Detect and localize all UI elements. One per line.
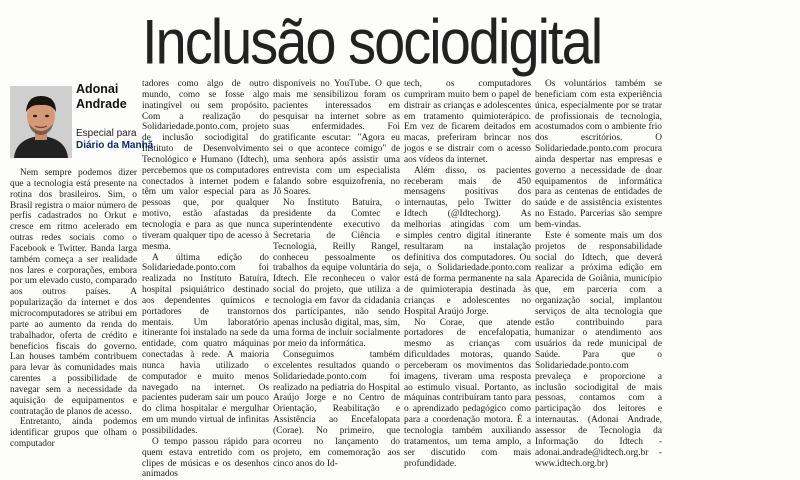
author-box [6,82,154,162]
paragraph: tech, os computadores cumpriram muito bem o papel de distrair as crianças e adolescentes em tratamento quimioterápico. Em vez de ficarem deitados em macas, preferiram brincar nos jogos e se distrair com o acesso aos vídeos da internet. [404,79,531,165]
author-name: Adonai Andrade [76,82,127,111]
paragraph: Além disso, os pacientes receberam mais de 450 mensagens positivas dos internautas, pelo Twitter do Idtech (@Idtechorg). As melhorias atingidas com um simples centro digital itinerante resultaram na instalação definitiva dos computadores. Ou seja, o Solidariedade.ponto.com está de forma permanente na sala de quimioterapia destinada às crianças e adolescentes no Hospital Araújo Jorge. [404,165,531,317]
column-3 [273,79,400,469]
paragraph: A última edição do Solidariedade.ponto.com foi realizada no Instituto Batuíra, hospital psiquiátrico destinado aos dependentes químicos e portadores de transtornos mentais. Um laboratório itinerante foi instalado na sede da entidade, com quatro máquinas conectadas à rede. A maioria nunca havia utilizado o computador e muito menos navegado na internet. Os pacientes puderam sair um pouco do clima hospitalar e mergulhar em um mundo virtual de infinitas possibilidades. [142,252,269,436]
column-4 [404,79,531,469]
paragraph: Nem sempre podemos dizer que a tecnologia está presente na rotina dos brasileiros. Sim, o Brasil registra o maior número de perfis cadastrados no Orkut e cresce em ritmo acelerado em outras redes sociais como o Facebook e Twitter. Banda larga também começa a ser realidade nos lares e corporações, embora por um elevado custo, comparado aos outros países. A popularização da internet e dos microcomputadores se atribui em parte ao aumento da renda do trabalhador, oferta de crédito e benefícios fiscais do governo. Lan houses também contribuem para levar às comunidades mais carentes a possibilidade de navegar sem a necessidade da aquisição de equipamentos e contratação de planos de acesso. [10,168,137,417]
column-2 [142,79,269,480]
paragraph: No Instituto Batuíra, o presidente da Comtec e superintendente executivo da Secretaria de Ciência e Tecnologia, Reilly Rangel, conheceu pessoalmente os trabalhos da equipe voluntária do Idtech. Ele reconheceu o valor social do projeto, que utiliza a tecnologia em favor da cidadania dos participantes, não sendo apenas inclusão digital, mas, sim, uma forma de incluir socialmente por meio da informática. [273,198,400,350]
paragraph: tadores como algo de outro mundo, como se fosse algo inatingível ou sem propósito. Com a realização do Solidariedade.ponto.com, projeto de inclusão sociodigital do Instituto de Desenvolvimento Tecnológico e Humano (Idtech), percebemos que os computadores conectados à internet podem e têm um valor especial para as pessoas que, por qualquer motivo, estão afastadas da tecnologia e para as que nunca tiveram qualquer tipo de acesso à mesma. [142,79,269,252]
paragraph: No Corae, que atende portadores de encefalopatia, mesmo as crianças com dificuldades motoras, quando perceberam os movimentos das imagens, tiveram uma resposta ao estímulo visual. Portanto, as máquinas contribuíram tanto para o aprendizado pedagógico como para a coordenação motora. É a tecnologia também auxiliando tratamentos, um tema amplo, a ser discutido com mais profundidade. [404,317,531,469]
headline: Inclusão sociodigital [142,6,602,78]
column-1 [10,168,137,450]
paragraph: Entretanto, ainda podemos identificar grupos que olham o computador [10,417,137,450]
author-photo [10,86,72,158]
paragraph: disponíveis no YouTube. O que mais me sensibilizou foram os pacientes interessados em pesquisar na internet sobre as suas enfermidades. Foi gratificante escutar: "Agora eu sei o que acontece comigo" de uma senhora após assistir uma entrevista com um especialista falando sobre esquizofrenia, no Jô Soares. [273,79,400,198]
column-5 [535,79,662,469]
paragraph: Os voluntários também se beneficiam com esta experiência única, especialmente por se tratar de profissionais de tecnologia, acostumados com o ambiente frio dos escritórios. O Solidariedade.ponto.com procura ainda despertar nas empresas e governo a necessidade de doar equipamentos de informática para as centenas de entidades de saúde e de assistência existentes no Estado. Parcerias são sempre bem-vindas. [535,79,662,230]
newspaper-name: Diário da Manhã [76,140,154,151]
paragraph: Conseguimos também excelentes resultados quando o Solidariedade.ponto.com foi realizado na pediatria do Hospital Araújo Jorge e no Centro de Orientação, Reabilitação e Assistência ao Encefalopata (Corae). No primeiro, que ocorreu no lançamento do projeto, em comemoração aos cinco anos do Id- [273,350,400,469]
especial-label: Especial para [76,128,137,139]
paragraph: Este é somente mais um dos projetos de responsabilidade social do Idtech, que deverá realizar a próxima edição em Aparecida de Goiânia, município que, em parceria com a organização social, implantou serviços de alta tecnologia que estão contribuindo para humanizar o atendimento aos usuários da rede municipal de Saúde. Para que o Solidariedade.ponto.com prevaleça e proporcione a inclusão sociodigital de mais pessoas, contamos com a participação dos leitores e internautas. (Adonai Andrade, assessor de Tecnologia da Informação do Idtech - adonai.andrade@idtech.org.br - www.idtech.org.br) [535,230,662,469]
paragraph: O tempo passou rápido para quem estava entretido com os clipes de músicas e os desenhos animados [142,436,269,480]
